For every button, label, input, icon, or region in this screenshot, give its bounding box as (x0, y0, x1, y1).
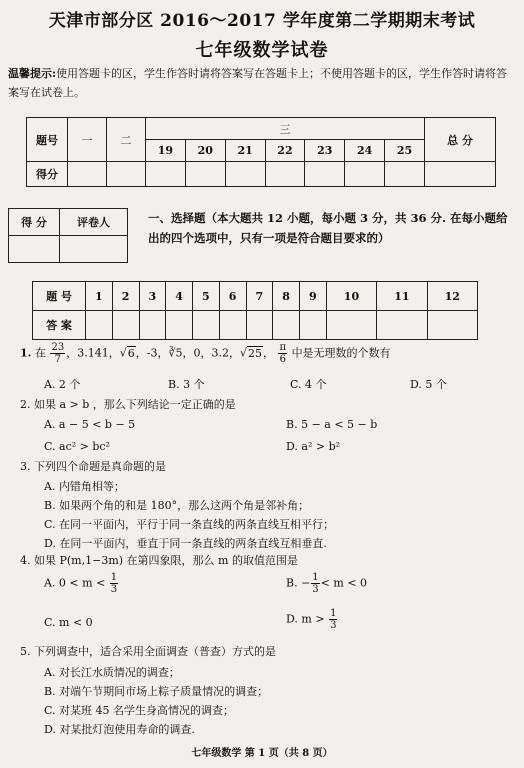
question-4: 4. 如果 P(m,1−3m) 在第四象限，那么 m 的取值范围是 (20, 554, 298, 567)
score-cell[interactable] (385, 162, 425, 187)
warm-tip (8, 64, 516, 102)
question-text: ，3.141， (66, 346, 120, 360)
score-cell[interactable] (68, 162, 107, 187)
question-text: ， (262, 346, 274, 360)
q4-option-c[interactable]: C. m < 0 (44, 616, 93, 629)
q3-option-b[interactable]: B. 如果两个角的和是 180°，那么这两个角是邻补角； (44, 499, 310, 512)
option-text: B. − (286, 576, 311, 590)
grader-label: 评卷人 (60, 209, 128, 236)
score-table-sub: 20 (185, 140, 225, 162)
fraction (50, 342, 65, 365)
page-footer: 七年级数学 第 1 页（共 8 页） (191, 748, 333, 759)
numerator: 1 (110, 572, 118, 583)
exam-title: 天津市部分区 2016～2017 学年度第二学期期末考试 (48, 11, 476, 31)
q5-option-c[interactable]: C. 对某班 45 名学生身高情况的调查； (44, 704, 235, 717)
score-table-score-label: 得分 (27, 162, 68, 187)
q3-option-c[interactable]: C. 在同一平面内，平行于同一条直线的两条直线互相平行； (44, 518, 335, 531)
answer-table-num: 2 (112, 282, 139, 311)
answer-cell[interactable] (86, 311, 113, 340)
numerator: 23 (51, 342, 65, 353)
score-cell[interactable] (265, 162, 305, 187)
score-table-question-label: 题号 (27, 118, 68, 162)
denominator: 6 (279, 354, 286, 365)
grader-score-label: 得 分 (9, 209, 60, 236)
score-cell[interactable] (425, 162, 496, 187)
q1-option-d[interactable]: D. 5 个 (410, 378, 447, 391)
score-table-sub: 19 (146, 140, 186, 162)
q1-option-b[interactable]: B. 3 个 (168, 378, 205, 391)
numerator: π (279, 342, 287, 353)
fraction (311, 572, 319, 595)
numerator: 1 (330, 608, 337, 619)
grader-table (8, 208, 128, 263)
question-3: 3. 下列四个命题是真命题的是 (20, 460, 166, 473)
answer-cell[interactable] (219, 311, 246, 340)
numerator: 1 (312, 572, 319, 583)
score-table-part3: 三 (146, 118, 425, 140)
score-cell[interactable] (107, 162, 146, 187)
question-1: 1. 在 $\frac{23}{7}$ ，3.141，√6，-3，∛5，0，3.2，√25， $\frac{\pi}{6}$ 中是无理数的个数有 (20, 342, 391, 365)
exam-subtitle: 七年级数学试卷 (195, 40, 329, 61)
answer-cell[interactable] (377, 311, 427, 340)
option-text: D. m > (286, 612, 325, 626)
grader-name-cell[interactable] (60, 236, 128, 263)
grader-score-cell[interactable] (9, 236, 60, 263)
q4-option-d[interactable] (286, 608, 338, 631)
q3-option-a[interactable]: A. 内错角相等； (44, 480, 125, 493)
denominator: 3 (312, 584, 319, 595)
question-5: 5. 下列调查中，适合采用全面调查（普查）方式的是 (20, 645, 276, 658)
score-table-part2: 二 (107, 118, 146, 162)
option-text: A. 0 < m < (44, 576, 106, 590)
question-text: 在 (34, 346, 46, 360)
answer-cell[interactable] (139, 311, 166, 340)
answer-table-question-label: 题 号 (33, 282, 86, 311)
q1-option-c[interactable]: C. 4 个 (290, 378, 327, 391)
question-text: ，0，3.2， (182, 346, 240, 360)
answer-table-num: 6 (219, 282, 246, 311)
answer-table-num: 7 (246, 282, 273, 311)
tip-label: 温馨提示: (8, 67, 57, 80)
question-number: 1. (20, 346, 32, 360)
q3-option-d[interactable]: D. 在同一平面内，垂直于同一条直线的两条直线互相垂直. (44, 537, 327, 550)
answer-table-num: 4 (166, 282, 193, 311)
q2-option-a[interactable]: A. a − 5 < b − 5 (44, 418, 136, 431)
answer-cell[interactable] (112, 311, 139, 340)
score-table (26, 117, 496, 187)
answer-table-answer-label: 答 案 (33, 311, 86, 340)
question-text: 中是无理数的个数有 (291, 346, 391, 360)
q2-option-d[interactable]: D. a² > b² (286, 440, 341, 453)
section-1-heading: 一、选择题（本大题共 12 小题，每小题 3 分，共 36 分. 在每小题给出的四个选项中，只有一项是符合题目要求的） (148, 211, 508, 245)
fraction (110, 572, 118, 595)
score-table-sub: 24 (345, 140, 385, 162)
answer-cell[interactable] (273, 311, 300, 340)
score-table-sub: 25 (385, 140, 425, 162)
answer-table-num: 10 (326, 282, 376, 311)
option-text: < m < 0 (320, 576, 368, 590)
score-table-sub: 21 (225, 140, 265, 162)
radicand: 6 (127, 346, 135, 360)
score-table-sub: 23 (305, 140, 345, 162)
q5-option-a[interactable]: A. 对长江水质情况的调查； (44, 666, 180, 679)
question-text: ，-3， (135, 346, 169, 360)
answer-cell[interactable] (166, 311, 193, 340)
tip-text: 使用答题卡的区，学生作答时请将答案写在答题卡上；不使用答题卡的区，学生作答时请将答案写在试卷上。 (8, 67, 508, 99)
score-cell[interactable] (345, 162, 385, 187)
q1-option-a[interactable]: A. 2 个 (44, 378, 81, 391)
q4-option-b[interactable] (286, 572, 367, 595)
answer-table-num: 8 (273, 282, 300, 311)
answer-table-num: 9 (300, 282, 327, 311)
score-table-total: 总 分 (425, 118, 496, 162)
answer-cell[interactable] (326, 311, 376, 340)
answer-table-num: 1 (86, 282, 113, 311)
denominator: 3 (330, 620, 337, 631)
score-table-part1: 一 (68, 118, 107, 162)
answer-cell[interactable] (427, 311, 477, 340)
score-cell[interactable] (185, 162, 225, 187)
score-cell[interactable] (146, 162, 186, 187)
q5-option-b[interactable]: B. 对端午节期间市场上粽子质量情况的调查； (44, 685, 269, 698)
q2-option-c[interactable]: C. ac² > bc² (44, 440, 110, 453)
score-cell[interactable] (305, 162, 345, 187)
q2-option-b[interactable]: B. 5 − a < 5 − b (286, 418, 378, 431)
answer-table (32, 281, 478, 340)
answer-cell[interactable] (246, 311, 273, 340)
fraction (329, 608, 337, 631)
fraction (278, 342, 287, 365)
question-2: 2. 如果 a > b ，那么下列结论一定正确的是 (20, 398, 236, 411)
q5-option-d[interactable]: D. 对某批灯泡使用寿命的调查. (44, 723, 195, 736)
denominator: 3 (110, 584, 118, 595)
answer-table-num: 5 (193, 282, 220, 311)
answer-table-num: 3 (139, 282, 166, 311)
denominator: 7 (54, 354, 62, 365)
score-table-sub: 22 (265, 140, 305, 162)
q4-option-a[interactable] (44, 572, 119, 595)
answer-table-num: 11 (377, 282, 427, 311)
answer-cell[interactable] (193, 311, 220, 340)
score-cell[interactable] (225, 162, 265, 187)
cube-root: ∛5 (168, 346, 183, 360)
answer-table-num: 12 (427, 282, 477, 311)
answer-cell[interactable] (300, 311, 327, 340)
radicand: 25 (247, 346, 262, 360)
